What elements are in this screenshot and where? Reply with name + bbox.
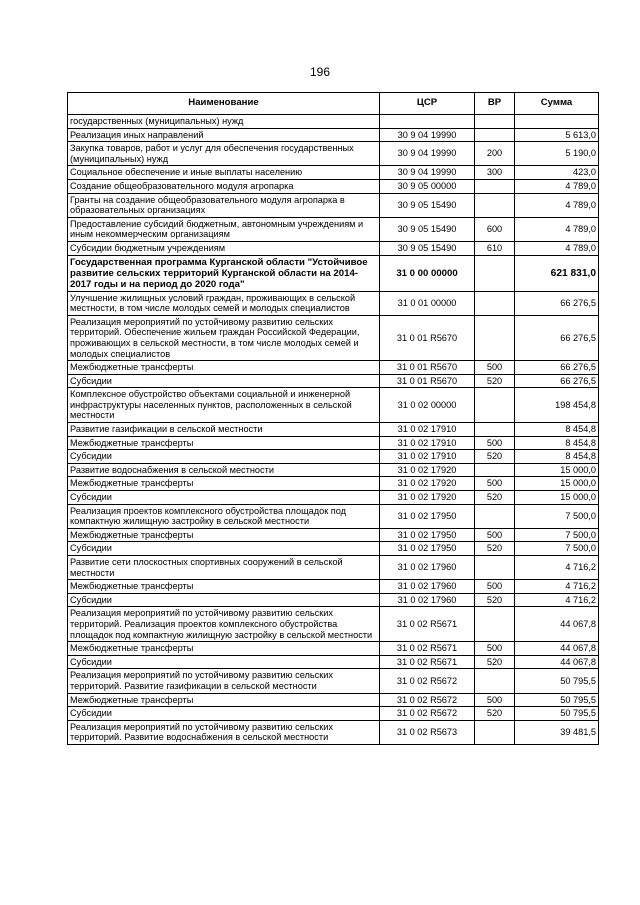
cell-name: Межбюджетные трансферты: [68, 528, 380, 542]
cell-sum: 50 795,5: [515, 669, 599, 693]
cell-sum: [515, 115, 599, 129]
cell-name: Гранты на создание общеобразовательного модуля агропарка в образовательных организациях: [68, 193, 380, 217]
cell-vr: [475, 720, 515, 744]
cell-name: Социальное обеспечение и иные выплаты населению: [68, 166, 380, 180]
table-row: [68, 436, 599, 450]
cell-vr: [475, 388, 515, 423]
cell-sum: 8 454,8: [515, 436, 599, 450]
cell-csr: 31 0 02 R5673: [380, 720, 475, 744]
cell-vr: [475, 504, 515, 528]
cell-csr: 31 0 01 00000: [380, 291, 475, 315]
table-row: [68, 193, 599, 217]
cell-csr: 31 0 02 R5671: [380, 607, 475, 642]
cell-sum: 39 481,5: [515, 720, 599, 744]
table-row: [68, 477, 599, 491]
table-row: [68, 669, 599, 693]
cell-vr: 520: [475, 450, 515, 464]
cell-sum: 198 454,8: [515, 388, 599, 423]
cell-vr: 520: [475, 707, 515, 721]
cell-sum: 423,0: [515, 166, 599, 180]
cell-name: Субсидии: [68, 707, 380, 721]
cell-csr: 31 0 02 17960: [380, 593, 475, 607]
cell-vr: 520: [475, 593, 515, 607]
cell-name: Закупка товаров, работ и услуг для обеспечения государственных (муниципальных) нужд: [68, 142, 380, 166]
table-row: [68, 693, 599, 707]
cell-name: Предоставление субсидий бюджетным, автономным учреждениям и иным некоммерческим организациям: [68, 217, 380, 241]
table-row: [68, 179, 599, 193]
cell-vr: [475, 115, 515, 129]
cell-sum: 66 276,5: [515, 315, 599, 360]
cell-name: Субсидии бюджетным учреждениям: [68, 241, 380, 255]
cell-sum: 66 276,5: [515, 291, 599, 315]
cell-csr: 31 0 01 R5670: [380, 315, 475, 360]
cell-vr: [475, 291, 515, 315]
cell-csr: 30 9 05 15490: [380, 241, 475, 255]
cell-sum: 4 716,2: [515, 580, 599, 594]
cell-csr: 31 0 02 17960: [380, 556, 475, 580]
cell-name: Комплексное обустройство объектами социальной и инженерной инфраструктуры населенных пунктов, расположенных в сельской местности: [68, 388, 380, 423]
cell-name: Развитие газификации в сельской местности: [68, 423, 380, 437]
cell-sum: 621 831,0: [515, 255, 599, 291]
table-row: [68, 423, 599, 437]
cell-name: Реализация мероприятий по устойчивому развитию сельских территорий. Реализация проектов комплексного обустройства площадок под компактную жилищную застройку в сельской местности: [68, 607, 380, 642]
table-row: [68, 388, 599, 423]
cell-csr: 30 9 04 19990: [380, 128, 475, 142]
table-row: [68, 291, 599, 315]
cell-vr: 520: [475, 655, 515, 669]
cell-name: Развитие водоснабжения в сельской местности: [68, 463, 380, 477]
cell-name: Субсидии: [68, 655, 380, 669]
cell-sum: 50 795,5: [515, 707, 599, 721]
cell-vr: 300: [475, 166, 515, 180]
cell-name: Межбюджетные трансферты: [68, 693, 380, 707]
cell-sum: 4 789,0: [515, 217, 599, 241]
cell-name: Реализация проектов комплексного обустройства площадок под компактную жилищную застройку в сельской местности: [68, 504, 380, 528]
cell-vr: 500: [475, 477, 515, 491]
cell-csr: 31 0 02 17910: [380, 423, 475, 437]
table-row: [68, 166, 599, 180]
cell-csr: 31 0 02 R5671: [380, 642, 475, 656]
cell-name: Реализация мероприятий по устойчивому развитию сельских территорий. Развитие водоснабжения в сельской местности: [68, 720, 380, 744]
table-row: [68, 593, 599, 607]
cell-name: Субсидии: [68, 593, 380, 607]
table-row: [68, 142, 599, 166]
cell-name: Реализация мероприятий по устойчивому развитию сельских территорий. Обеспечение жильем граждан Российской Федерации, проживающих в сельской местности, в том числе молодых семей и молодых специалистов: [68, 315, 380, 360]
table-row: [68, 115, 599, 129]
cell-name: Улучшение жилищных условий граждан, проживающих в сельской местности, в том числе молодых семей и молодых специалистов: [68, 291, 380, 315]
cell-vr: 500: [475, 642, 515, 656]
table-row: [68, 217, 599, 241]
cell-csr: 31 0 02 R5671: [380, 655, 475, 669]
table-row: [68, 720, 599, 744]
table-row: [68, 491, 599, 505]
table-row: [68, 504, 599, 528]
table-row: [68, 580, 599, 594]
cell-vr: 500: [475, 436, 515, 450]
cell-vr: 500: [475, 693, 515, 707]
cell-vr: [475, 669, 515, 693]
cell-vr: [475, 315, 515, 360]
cell-sum: 4 789,0: [515, 179, 599, 193]
table-row: [68, 241, 599, 255]
cell-vr: 520: [475, 491, 515, 505]
cell-vr: [475, 255, 515, 291]
table-body: [68, 115, 599, 745]
cell-csr: 30 9 05 15490: [380, 217, 475, 241]
cell-name: Создание общеобразовательного модуля агропарка: [68, 179, 380, 193]
cell-name: Субсидии: [68, 374, 380, 388]
cell-vr: [475, 556, 515, 580]
cell-name: Межбюджетные трансферты: [68, 580, 380, 594]
budget-table: [67, 92, 599, 745]
cell-sum: 4 716,2: [515, 593, 599, 607]
cell-csr: 31 0 02 17910: [380, 450, 475, 464]
cell-name: Межбюджетные трансферты: [68, 361, 380, 375]
cell-vr: [475, 463, 515, 477]
table-row: [68, 450, 599, 464]
cell-sum: 15 000,0: [515, 463, 599, 477]
cell-name: государственных (муниципальных) нужд: [68, 115, 380, 129]
cell-vr: [475, 607, 515, 642]
cell-name: Субсидии: [68, 542, 380, 556]
cell-vr: 200: [475, 142, 515, 166]
cell-sum: 4 789,0: [515, 241, 599, 255]
cell-csr: 31 0 02 17920: [380, 491, 475, 505]
table-header-row: [68, 93, 599, 115]
cell-csr: 31 0 01 R5670: [380, 374, 475, 388]
table-row: [68, 315, 599, 360]
cell-vr: 520: [475, 542, 515, 556]
table-row: [68, 463, 599, 477]
cell-csr: 31 0 02 R5672: [380, 669, 475, 693]
page-number: 196: [309, 65, 331, 79]
cell-name: Государственная программа Курганской области "Устойчивое развитие сельских территорий Курганской области на 2014-2017 годы и на период до 2020 года": [68, 255, 380, 291]
table-row: [68, 542, 599, 556]
cell-name: Межбюджетные трансферты: [68, 477, 380, 491]
cell-vr: 600: [475, 217, 515, 241]
cell-csr: 31 0 02 17950: [380, 528, 475, 542]
cell-csr: [380, 115, 475, 129]
cell-csr: 31 0 00 00000: [380, 255, 475, 291]
cell-name: Развитие сети плоскостных спортивных сооружений в сельской местности: [68, 556, 380, 580]
cell-csr: 30 9 05 00000: [380, 179, 475, 193]
cell-vr: 500: [475, 528, 515, 542]
table-row: [68, 655, 599, 669]
cell-vr: [475, 193, 515, 217]
cell-sum: 66 276,5: [515, 361, 599, 375]
cell-csr: 31 0 02 17920: [380, 463, 475, 477]
table-row: [68, 361, 599, 375]
cell-sum: 7 500,0: [515, 528, 599, 542]
cell-sum: 5 190,0: [515, 142, 599, 166]
cell-sum: 4 716,2: [515, 556, 599, 580]
table-row: [68, 128, 599, 142]
cell-name: Субсидии: [68, 491, 380, 505]
header-vr: ВР: [475, 93, 515, 115]
cell-csr: 31 0 02 17920: [380, 477, 475, 491]
cell-sum: 7 500,0: [515, 542, 599, 556]
table-row: [68, 528, 599, 542]
table-row: [68, 374, 599, 388]
header-csr: ЦСР: [380, 93, 475, 115]
cell-csr: 31 0 01 R5670: [380, 361, 475, 375]
table-row: [68, 707, 599, 721]
cell-csr: 30 9 04 19990: [380, 142, 475, 166]
table-row: [68, 642, 599, 656]
cell-name: Субсидии: [68, 450, 380, 464]
cell-sum: 44 067,8: [515, 642, 599, 656]
cell-sum: 8 454,8: [515, 423, 599, 437]
cell-csr: 30 9 05 15490: [380, 193, 475, 217]
cell-name: Межбюджетные трансферты: [68, 436, 380, 450]
cell-sum: 15 000,0: [515, 477, 599, 491]
cell-vr: 610: [475, 241, 515, 255]
cell-sum: 44 067,8: [515, 655, 599, 669]
cell-sum: 44 067,8: [515, 607, 599, 642]
cell-vr: 500: [475, 361, 515, 375]
cell-csr: 31 0 02 17960: [380, 580, 475, 594]
cell-vr: [475, 179, 515, 193]
cell-csr: 30 9 04 19990: [380, 166, 475, 180]
cell-sum: 7 500,0: [515, 504, 599, 528]
cell-vr: 500: [475, 580, 515, 594]
cell-vr: 520: [475, 374, 515, 388]
table-row: [68, 556, 599, 580]
header-name: Наименование: [68, 93, 380, 115]
cell-sum: 8 454,8: [515, 450, 599, 464]
cell-name: Межбюджетные трансферты: [68, 642, 380, 656]
cell-csr: 31 0 02 17950: [380, 504, 475, 528]
table-row: [68, 607, 599, 642]
cell-sum: 66 276,5: [515, 374, 599, 388]
header-sum: Сумма: [515, 93, 599, 115]
cell-name: Реализация мероприятий по устойчивому развитию сельских территорий. Развитие газификации в сельской местности: [68, 669, 380, 693]
cell-sum: 5 613,0: [515, 128, 599, 142]
cell-csr: 31 0 02 17910: [380, 436, 475, 450]
table-row: [68, 255, 599, 291]
cell-csr: 31 0 02 17950: [380, 542, 475, 556]
cell-csr: 31 0 02 00000: [380, 388, 475, 423]
cell-csr: 31 0 02 R5672: [380, 693, 475, 707]
cell-sum: 50 795,5: [515, 693, 599, 707]
cell-vr: [475, 423, 515, 437]
cell-name: Реализация иных направлений: [68, 128, 380, 142]
cell-vr: [475, 128, 515, 142]
cell-sum: 15 000,0: [515, 491, 599, 505]
cell-csr: 31 0 02 R5672: [380, 707, 475, 721]
cell-sum: 4 789,0: [515, 193, 599, 217]
